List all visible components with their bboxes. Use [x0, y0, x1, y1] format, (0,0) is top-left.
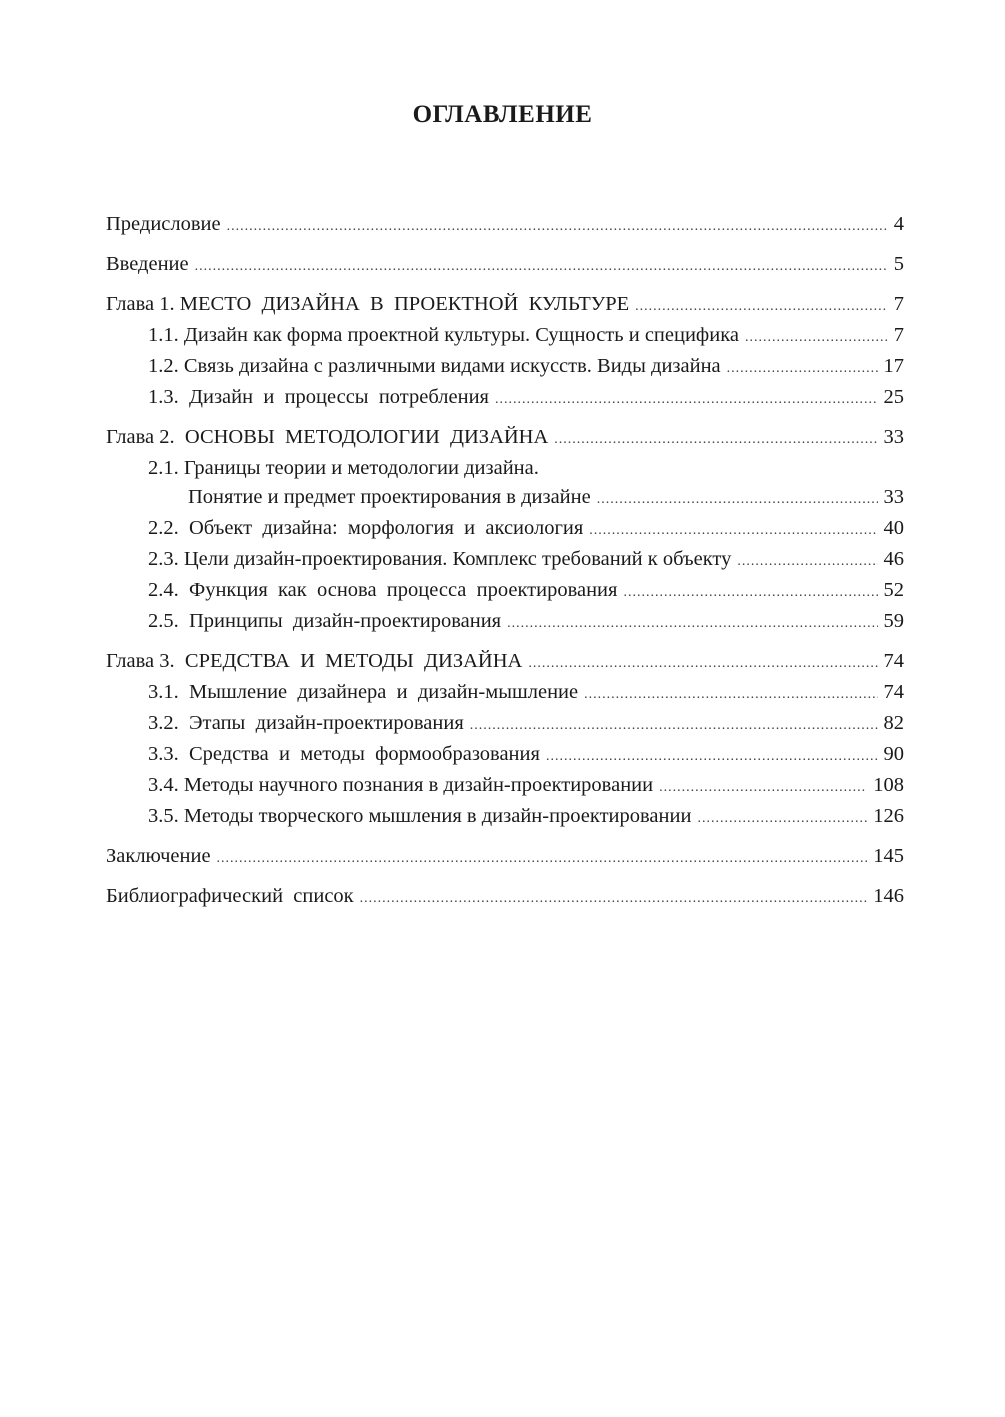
toc-entry-label: 2.3. Цели дизайн-проектирования. Комплекс требований к объекту [148, 548, 732, 570]
toc-entry-preface[interactable] [106, 210, 904, 241]
toc-entry-label: 2.2. Объект дизайна: морфология и аксиология [148, 517, 584, 539]
toc-page-number: 145 [873, 845, 904, 867]
toc-entry-chapter-1[interactable] [106, 290, 904, 321]
toc-page-number: 7 [893, 293, 904, 315]
toc-page-number: 7 [893, 324, 904, 346]
dot-leader [584, 680, 877, 709]
toc-page-number: 17 [883, 355, 904, 377]
dot-leader [470, 711, 878, 740]
toc-entry-bibliography[interactable] [106, 882, 904, 913]
toc-entry-label: Глава 2. ОСНОВЫ МЕТОДОЛОГИИ ДИЗАЙНА [106, 426, 549, 448]
toc-page-number: 4 [893, 213, 904, 235]
dot-leader [495, 385, 878, 414]
toc-entry-label: 1.1. Дизайн как форма проектной культуры. Сущность и специфика [148, 324, 739, 346]
toc-entry-3-5[interactable] [106, 802, 904, 833]
toc-entry-introduction[interactable] [106, 250, 904, 281]
toc-entry-label: 3.4. Методы научного познания в дизайн-проектировании [148, 774, 654, 796]
toc-entry-1-2[interactable] [106, 352, 904, 383]
toc-page-number: 46 [883, 548, 904, 570]
dot-leader [597, 485, 878, 514]
toc-entry-3-4[interactable] [106, 771, 904, 802]
dot-leader [737, 547, 877, 576]
toc-page-number: 33 [883, 486, 904, 508]
dot-leader [546, 742, 878, 771]
toc-page-number: 33 [883, 426, 904, 448]
toc-page-number: 126 [873, 805, 904, 827]
dot-leader [623, 578, 877, 607]
toc-page-number: 59 [883, 610, 904, 632]
toc-entry-chapter-2[interactable] [106, 423, 904, 454]
toc-entry-conclusion[interactable] [106, 842, 904, 873]
toc-page-number: 108 [873, 774, 904, 796]
toc-entry-1-1[interactable] [106, 321, 904, 352]
toc-entry-2-2[interactable] [106, 514, 904, 545]
dot-leader [528, 649, 877, 678]
toc-page-number: 25 [883, 386, 904, 408]
toc-entry-label: 1.3. Дизайн и процессы потребления [148, 386, 489, 408]
dot-leader [659, 773, 867, 802]
toc-entry-label: Предисловие [106, 213, 221, 235]
toc-entry-label: Введение [106, 253, 189, 275]
toc-entry-chapter-3[interactable] [106, 647, 904, 678]
toc-entry-label: 2.1. Границы теории и методологии дизайна. [148, 457, 539, 479]
toc-entry-2-4[interactable] [106, 576, 904, 607]
toc-page-number: 146 [873, 885, 904, 907]
dot-leader [745, 323, 888, 352]
toc-entry-3-3[interactable] [106, 740, 904, 771]
dot-leader [360, 884, 868, 913]
toc-entry-label-continuation: Понятие и предмет проектирования в дизайне [188, 486, 591, 508]
toc-entry-label: 3.1. Мышление дизайнера и дизайн-мышление [148, 681, 579, 703]
dot-leader [507, 609, 877, 638]
dot-leader [727, 354, 878, 383]
dot-leader [227, 212, 888, 241]
toc-entry-label: 1.2. Связь дизайна с различными видами искусств. Виды дизайна [148, 355, 721, 377]
toc-entry-2-3[interactable] [106, 545, 904, 576]
dot-leader [697, 804, 867, 833]
toc-entry-1-3[interactable] [106, 383, 904, 414]
toc-page-number: 74 [883, 681, 904, 703]
dot-leader [217, 844, 868, 873]
dot-leader [195, 252, 888, 281]
dot-leader [589, 516, 877, 545]
toc-entry-label: Глава 1. МЕСТО ДИЗАЙНА В ПРОЕКТНОЙ КУЛЬТУРЕ [106, 293, 630, 315]
dot-leader [554, 425, 877, 454]
toc-entry-label: 2.4. Функция как основа процесса проектирования [148, 579, 618, 601]
toc-entry-label: Библиографический список [106, 885, 354, 907]
toc-entry-2-5[interactable] [106, 607, 904, 638]
dot-leader [635, 292, 888, 321]
toc-entry-label: 3.2. Этапы дизайн-проектирования [148, 712, 464, 734]
toc-entry-label: 2.5. Принципы дизайн-проектирования [148, 610, 502, 632]
toc-entry-label: Глава 3. СРЕДСТВА И МЕТОДЫ ДИЗАЙНА [106, 650, 523, 672]
toc-page-number: 90 [883, 743, 904, 765]
toc-entry-continuation [106, 483, 904, 514]
toc-page-number: 52 [883, 579, 904, 601]
toc-page-number: 40 [883, 517, 904, 539]
toc-page-number: 74 [883, 650, 904, 672]
toc-entry-label: 3.3. Средства и методы формообразования [148, 743, 540, 765]
toc-page-number: 82 [883, 712, 904, 734]
toc-entry-3-2[interactable] [106, 709, 904, 740]
toc-page-number: 5 [893, 253, 904, 275]
table-of-contents [106, 210, 904, 913]
toc-entry-2-1[interactable] [106, 454, 904, 514]
toc-entry-label: Заключение [106, 845, 211, 867]
toc-entry-label: 3.5. Методы творческого мышления в дизайн-проектировании [148, 805, 692, 827]
toc-entry-3-1[interactable] [106, 678, 904, 709]
page-title: ОГЛАВЛЕНИЕ [412, 101, 593, 128]
